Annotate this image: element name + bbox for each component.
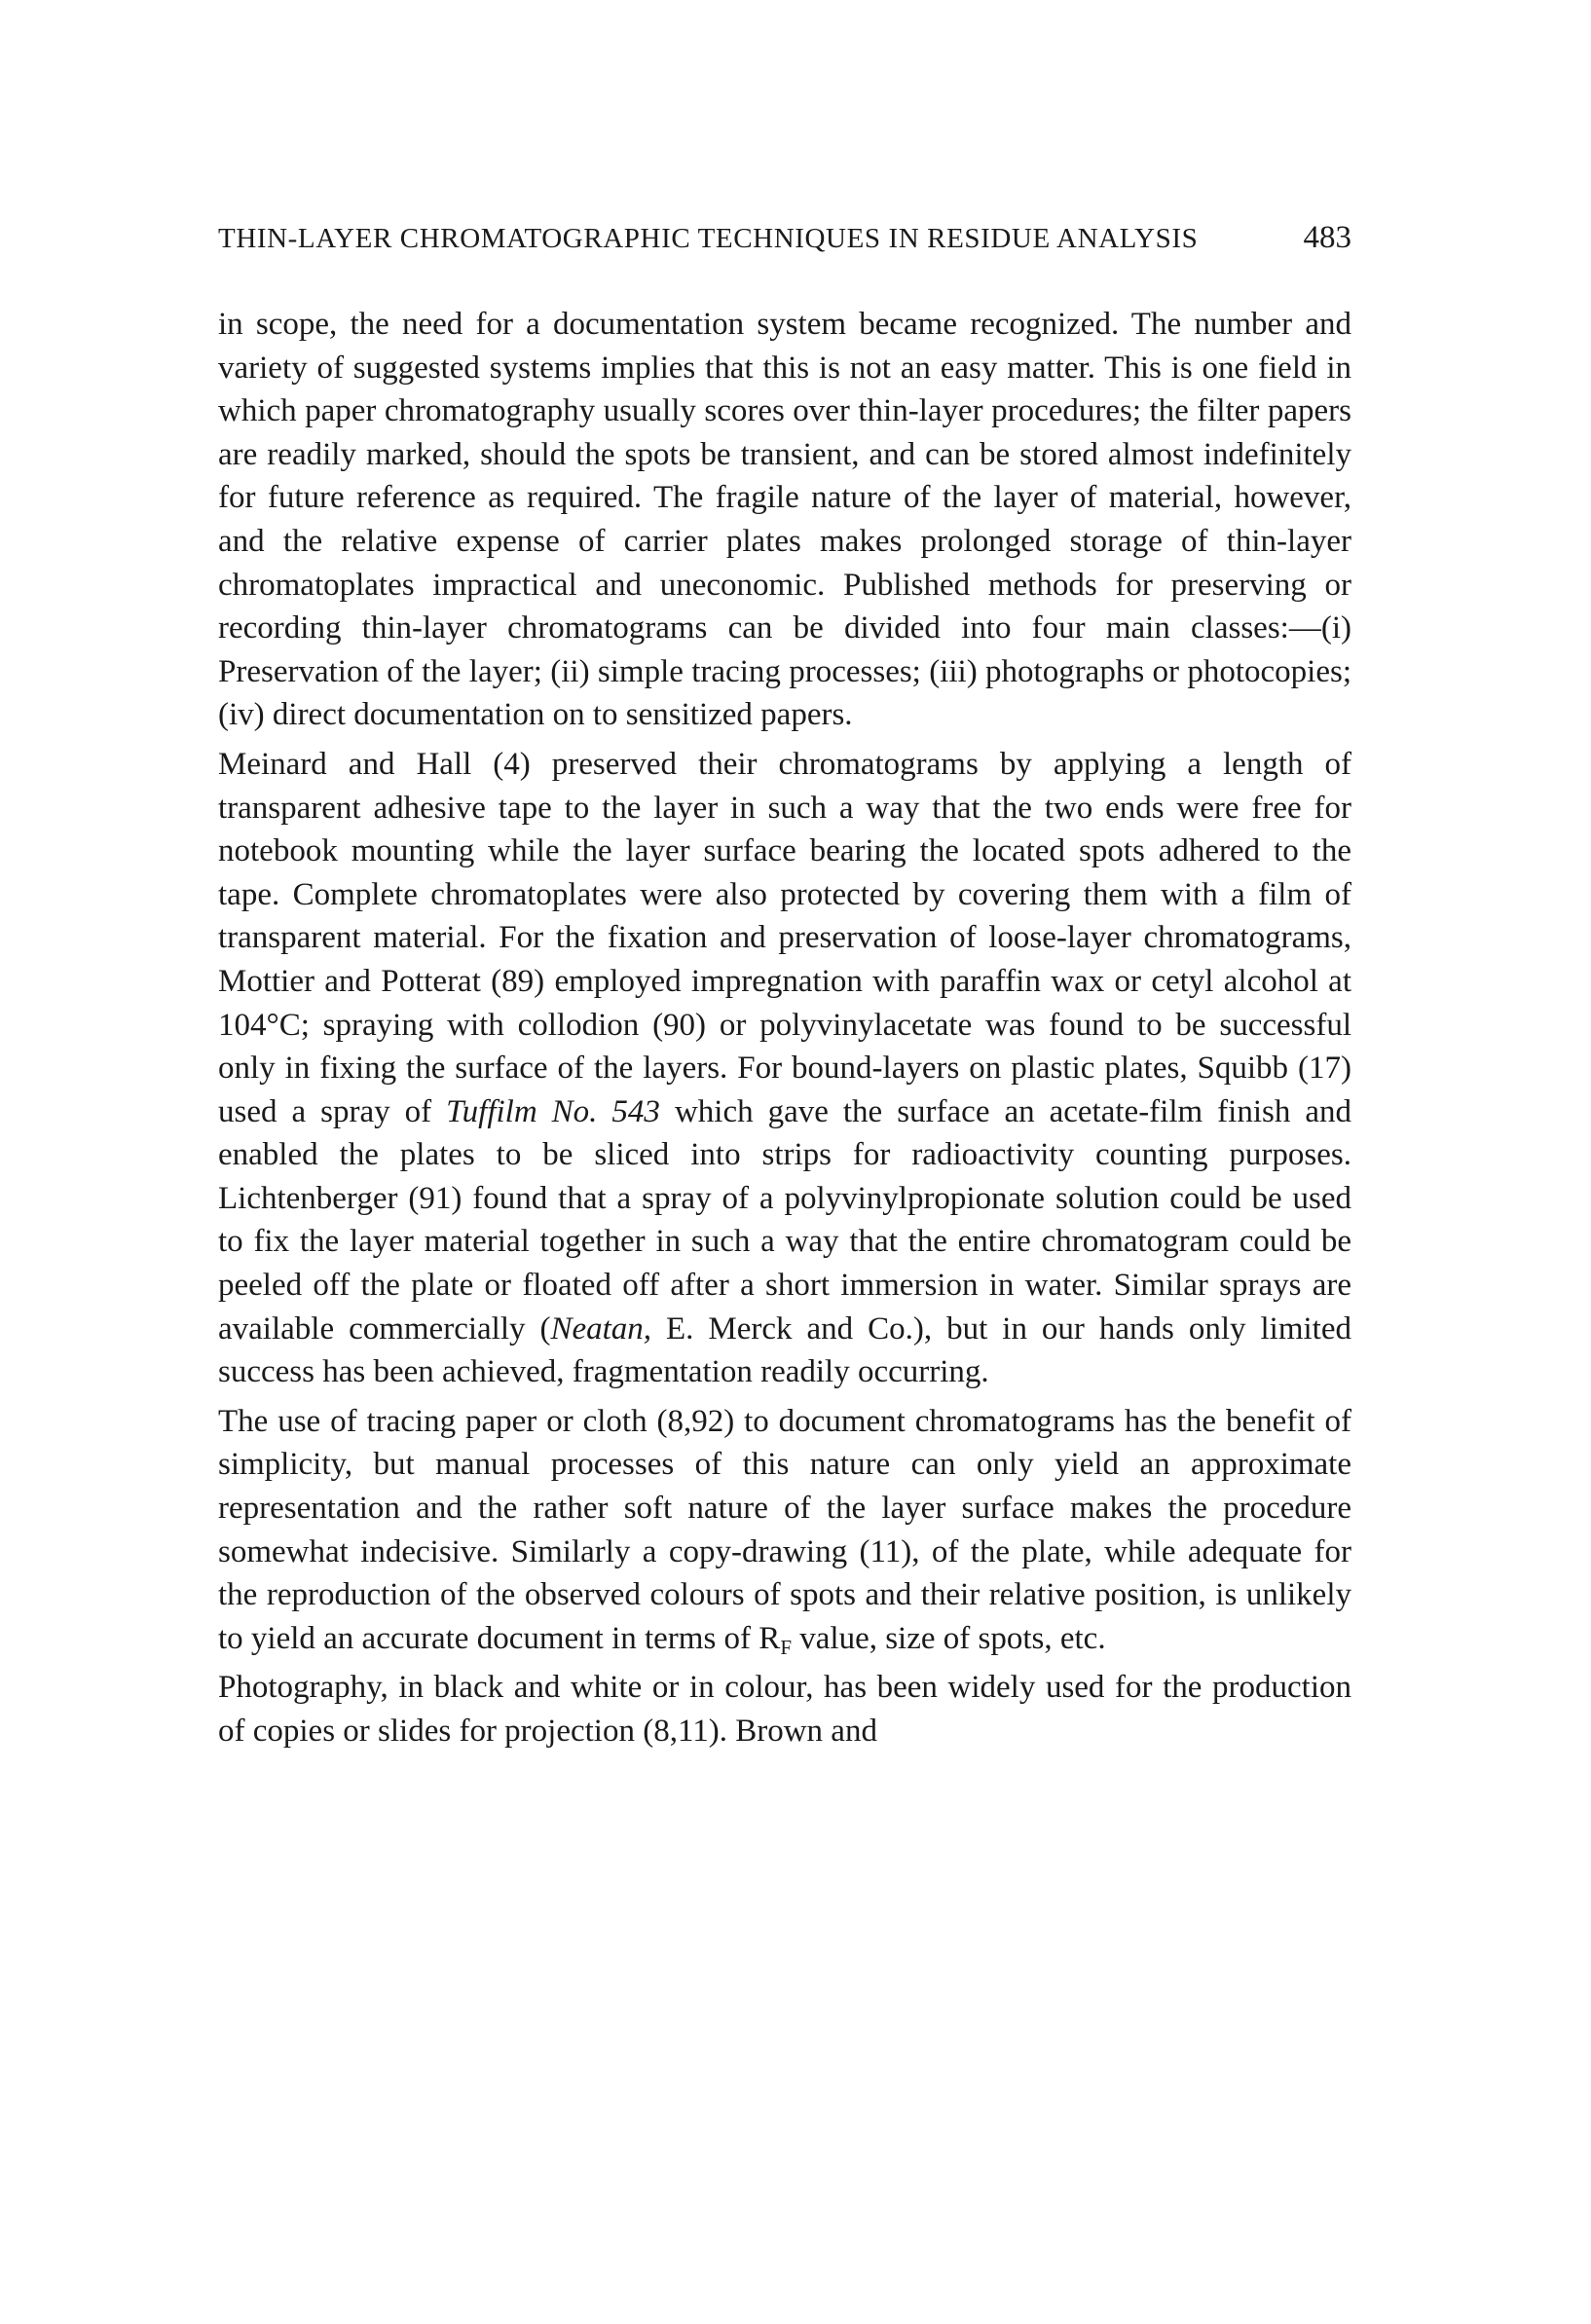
paragraph-2 [218, 743, 1351, 1394]
product-name-neatan: Neatan, [550, 1310, 652, 1346]
page-number: 483 [1303, 220, 1351, 255]
product-name-tuffilm: Tuffilm No. 543 [446, 1093, 660, 1129]
paragraph-3-text-a: The use of tracing paper or cloth (8,92) to document chromatograms has the benefit of simplicity, but manual processes of this nature can only yield an approximate representation and the rather soft nature of the layer surface makes the procedure somewhat indecisive. Similarly a copy-drawing (11), of the plate, while adequate for the reproduction of the observed colours of spots and their relative position, is unlikely to yield an accurate document in terms of R [218, 1403, 1351, 1656]
paragraph-2-text-a: Meinard and Hall (4) preserved their chromatograms by applying a length of transparent adhesive tape to the layer in such a way that the two ends were free for notebook mounting while the layer surface bearing the located spots adhered to the tape. Complete chromatoplates were also protected by covering them with a film of transparent material. For the fixation and preservation of loose-layer chromatograms, Mottier and Potterat (89) employed impregnation with paraffin wax or cetyl alcohol at 104°C; spraying with collodion (90) or polyvinylacetate was found to be successful only in fixing the surface of the layers. For bound-layers on plastic plates, Squibb (17) used a spray of [218, 746, 1351, 1129]
paragraph-1: in scope, the need for a documentation system became recognized. The number and variety of suggested systems implies that this is not an easy matter. This is one field in which paper chromatography usually scores over thin-layer procedures; the filter papers are readily marked, should the spots be transient, and can be stored almost indefinitely for future reference as required. The fragile nature of the layer of material, however, and the relative expense of carrier plates makes prolonged storage of thin-layer chromatoplates impractical and uneconomic. Published methods for preserving or recording thin-layer chromatograms can be divided into four main classes:—(i) Preservation of the layer; (ii) simple tracing processes; (iii) photographs or photocopies; (iv) direct documentation on to sensitized papers. [218, 307, 1351, 733]
paragraph-2-text-b: which gave the surface an acetate-film finish and enabled the plates to be sliced into strips for radioactivity counting purposes. Lichtenberger (91) found that a spray of a polyvinylpropionate solution could be used to fix the layer material together in such a way that the entire chromatogram could be peeled off the plate or floated off after a short immersion in water. Similar sprays are available commercially ( [218, 1093, 1351, 1346]
paragraph-4: Photography, in black and white or in colour, has been widely used for the production of copies or slides for projection (8,11). Brown and [218, 1670, 1351, 1749]
running-head [218, 220, 1351, 256]
paragraph-2-text-c: E. Merck and Co.), but in our hands only limited success has been achieved, fragmentation readily occurring. [218, 1310, 1351, 1390]
page [218, 220, 1351, 1753]
paragraph-3 [218, 1400, 1351, 1661]
running-title: THIN-LAYER CHROMATOGRAPHIC TECHNIQUES IN RESIDUE ANALYSIS [218, 223, 1199, 254]
paragraph-3-text-b: value, size of spots, etc. [792, 1620, 1106, 1656]
rf-subscript: F [780, 1635, 792, 1659]
